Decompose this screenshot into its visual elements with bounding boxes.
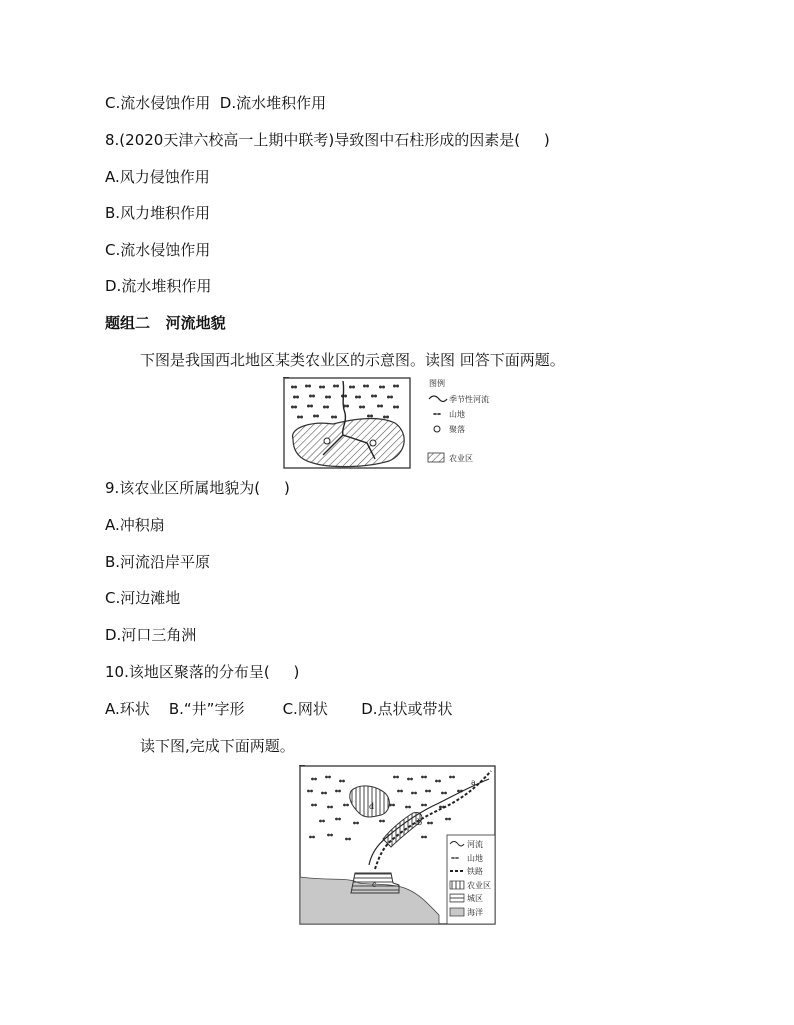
ocean-icon [450, 908, 464, 916]
intro-figure2: 读下图,完成下面两题。 [140, 737, 295, 755]
q8-option-b: B.风力堆积作用 [105, 204, 211, 222]
q9-option-c: C.河边滩地 [105, 589, 181, 607]
section-title: 题组二 河流地貌 [105, 314, 226, 332]
q9-option-d: D.河口三角洲 [105, 626, 197, 644]
agriculture-icon [450, 881, 464, 889]
legend-settlement: 聚落 [449, 425, 465, 434]
legend-title: 图例 [429, 379, 445, 388]
q10-stem: 10.该地区聚落的分布呈( ) [105, 663, 300, 681]
legend-city: 城区 [467, 894, 483, 903]
legend-mountain: 山地 [467, 854, 483, 863]
legend-agriculture: 农业区 [467, 881, 491, 890]
q8-option-c: C.流水侵蚀作用 [105, 241, 211, 259]
label-c: c [372, 880, 377, 889]
legend-river: 季节性河流 [449, 395, 489, 404]
label-d: d [369, 802, 375, 811]
mountain-icon [456, 857, 458, 859]
q8-option-d: D.流水堆积作用 [105, 277, 212, 295]
agriculture-icon [428, 453, 444, 462]
settlement-marker [324, 438, 330, 444]
q8-stem: 8.(2020天津六校高一上期中联考)导致图中石柱形成的因素是( ) [105, 131, 550, 149]
q10-options: A.环状 B.“井”字形 C.网状 D.点状或带状 [105, 700, 453, 718]
settlement-marker [370, 440, 376, 446]
label-b: b [417, 818, 423, 827]
q7-options-cd: C.流水侵蚀作用 D.流水堆积作用 [105, 94, 327, 112]
mountain-icon [438, 413, 440, 415]
legend-ocean: 海洋 [467, 908, 483, 917]
figure2-river-map [299, 765, 497, 927]
q9-stem: 9.该农业区所属地貌为( ) [105, 479, 290, 497]
legend-river: 河流 [467, 840, 483, 849]
legend-railway: 铁路 [467, 867, 483, 876]
figure1-agriculture-map [283, 377, 523, 471]
intro-figure1: 下图是我国西北地区某类农业区的示意图。读图 回答下面两题。 [140, 351, 565, 369]
legend-agriculture: 农业区 [449, 454, 473, 463]
agriculture-area [293, 418, 405, 466]
q8-option-a: A.风力侵蚀作用 [105, 168, 210, 186]
q9-option-b: B.河流沿岸平原 [105, 553, 211, 571]
settlement-icon [434, 426, 440, 432]
city-icon [450, 894, 464, 902]
seasonal-river-icon [429, 396, 447, 402]
q9-option-a: A.冲积扇 [105, 516, 165, 534]
legend-mountain: 山地 [449, 410, 465, 419]
label-a: a [471, 778, 476, 787]
